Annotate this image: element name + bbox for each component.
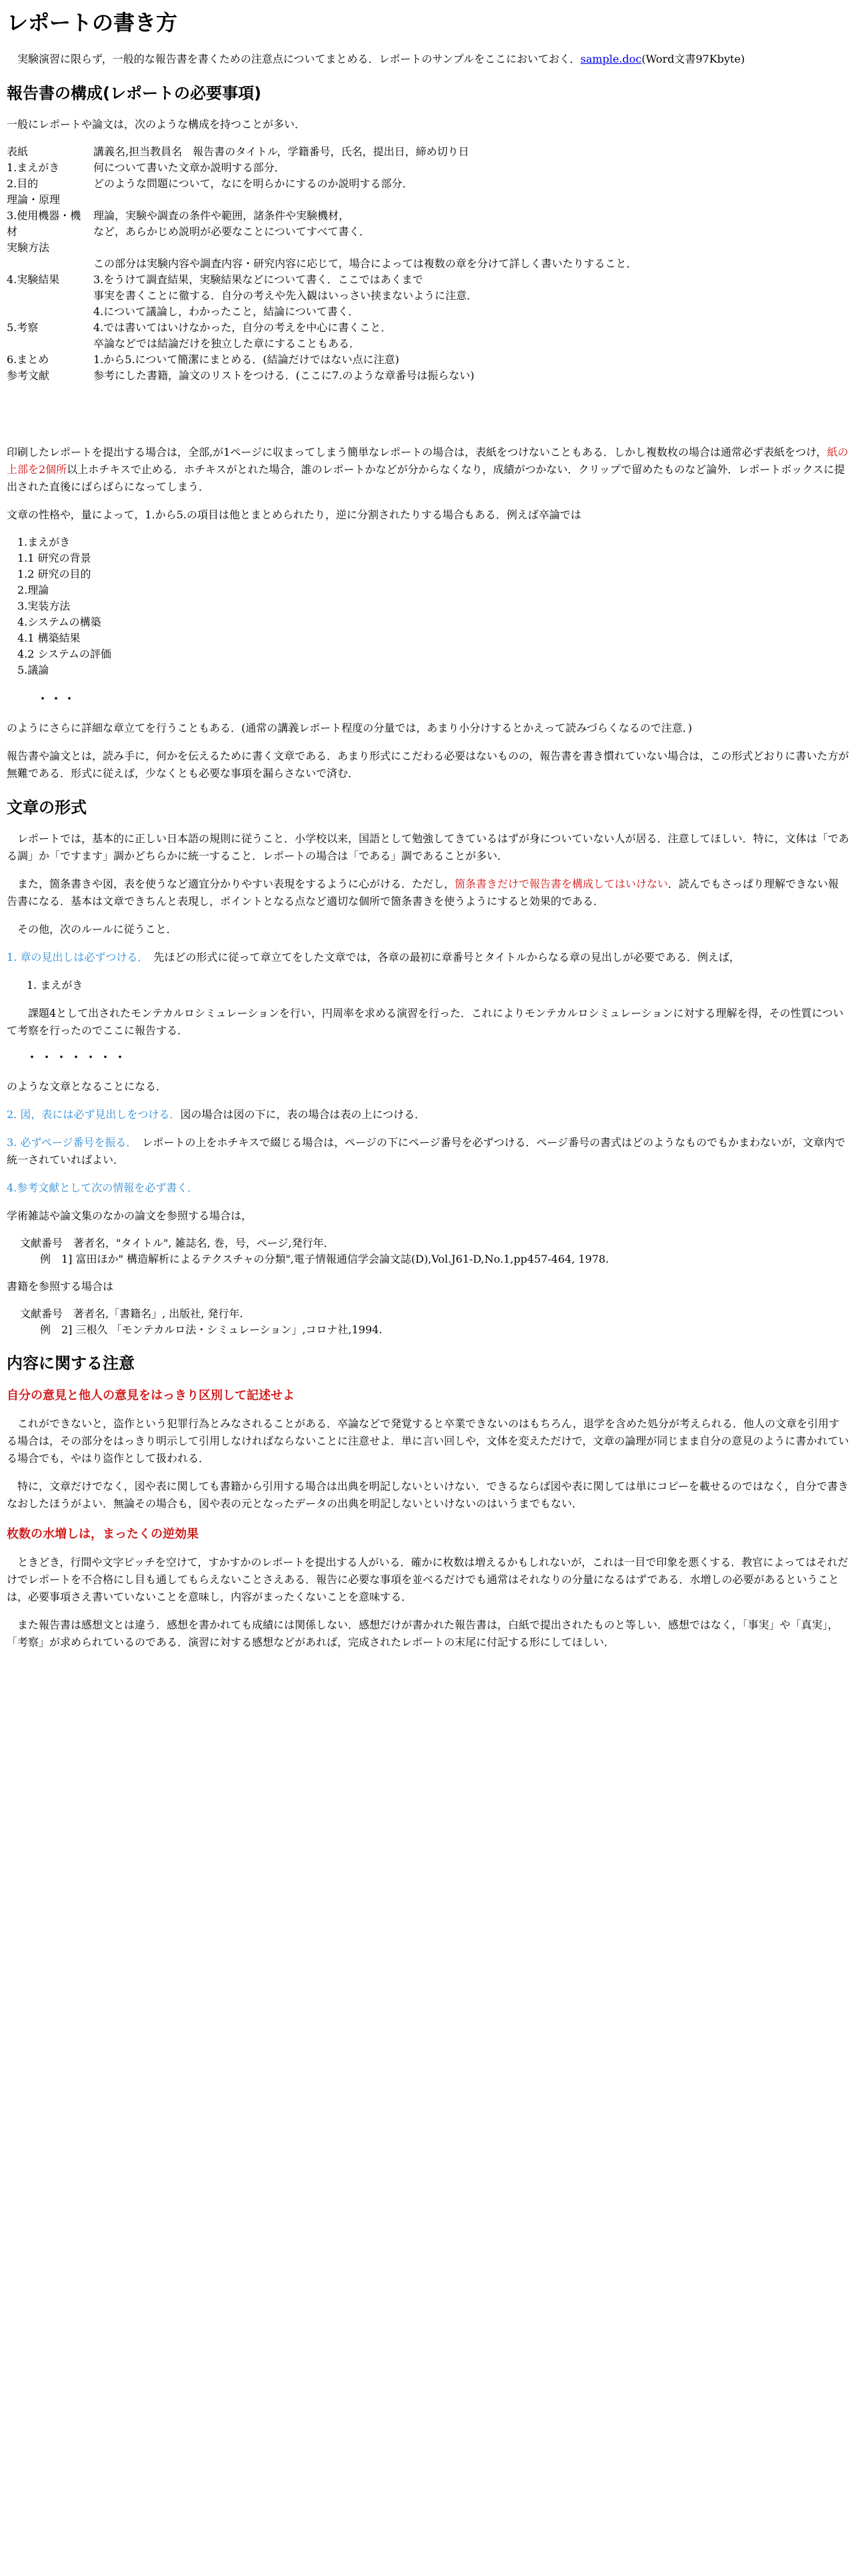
structure-lead: 一般にレポートや論文は，次のような構成を持つことが多い． (7, 118, 306, 131)
list-item: 5.議論 (17, 664, 49, 676)
list-item: 4.2 システムの評価 (17, 648, 111, 660)
intro-text: 実験演習に限らず，一般的な報告書を書くための注意点についてまとめる．レポートのサンプルをここにおいておく． (17, 53, 581, 65)
example-heading: 1. まえがき (27, 979, 83, 991)
structure-description: 4.について議論し，わかったこと，結論について書く． 4.では書いてはいけなかった，自分の考えを中心に書くこと． 卒論などでは結論だけを独立した章にすることもある． (93, 305, 392, 350)
page-title: レポートの書き方 (7, 10, 178, 35)
rule-3 (7, 1134, 849, 1169)
journal-ref-block (7, 1235, 849, 1267)
structure-description: 参考にした書籍，論文のリストをつける．(ここに7.のような章番号は振らない) (93, 369, 475, 382)
bullet-warning-emphasis: 箇条書きだけで報告書を構成してはいけない (455, 878, 669, 890)
structure-label: 参考文献 (7, 369, 50, 382)
rule-2-text: 図の場合は図の下に，表の場合は表の上につける． (180, 1108, 426, 1121)
structure-label: 1.まえがき (7, 161, 60, 174)
section-heading-content: 内容に関する注意 (7, 1354, 135, 1373)
structure-row (7, 144, 640, 160)
structure-description: 講義名,担当教員名 報告書のタイトル，学籍番号，氏名，提出日，締め切り日 (93, 145, 469, 158)
rule-3-text: レポートの上をホチキスで綴じる場合は，ページの下にページ番号を必ずつける．ページ番号の書式はどのようなものでもかまわないが，文章内で統一されていればよい． (7, 1136, 846, 1166)
structure-label: 4.実験結果 (7, 273, 60, 286)
intro-filesize: (Word文書97Kbyte) (641, 53, 745, 65)
structure-label: 理論・原理 3.使用機器・機材 実験方法 (7, 193, 81, 254)
list-item: 1.まえがき (17, 536, 71, 548)
bullet-warning-text: また，箇条書きや図，表を使うなど適宜分かりやすい表現をするように心がける．ただし， (17, 878, 455, 890)
structure-label: 表紙 (7, 145, 29, 158)
book-ref-example: 例 2] 三根久 「モンテカルロ法・シミュレーション」,コロナ社,1994. (40, 1323, 383, 1336)
japanese-rule-paragraph: レポートでは，基本的に正しい日本語の規則に従うこと．小学校以来，国語として勉強してきているはずが身についていない人が居る．注意してほしい．特に，文体は「である調」か「ですます」調かどちらかに統一すること．レポートの場合は「である」調であることが多い． (7, 832, 849, 862)
plagiarism-paragraph-2: 特に，文章だけでなく，図や表に関しても書籍から引用する場合は出典を明記しないといけない．できるならば図や表に関しては単にコピーを載せるのではなく，自分で書きなおしたほうがよい．無論その場合も，図や表の元となったデータの出典を明記しないといけないのはいうまでもない． (7, 1480, 849, 1510)
structure-row (7, 368, 640, 384)
rules-intro: その他，次のルールに従うこと． (17, 923, 177, 936)
example-conclusion: のような文章となることになる． (7, 1080, 167, 1093)
print-note-text: 印刷したレポートを提出する場合は，全部,が1ページに収まってしまう簡単なレポートの場合は，表紙をつけないこともある．しかし複数枚の場合は通常必ず表紙をつけ， (7, 446, 827, 458)
section-heading-structure: 報告書の構成(レポートの必要事項) (7, 84, 261, 103)
journal-ref-format: 文献番号 著者名，"タイトル", 雑誌名, 巻，号，ページ,発行年． (20, 1237, 335, 1249)
print-note-emphasis: 紙の上部を2個所 (7, 446, 849, 476)
structure-table (7, 144, 640, 384)
structure-row (7, 304, 640, 352)
rule-2 (7, 1106, 849, 1123)
print-note-paragraph (7, 444, 849, 496)
bullet-warning-text-2: ．読んでもさっぱり理解できない報告書になる．基本は文章できちんと表現し，ポイントとなる点など適切な個所で箇条書きを使うようにすると効果的である． (7, 878, 839, 908)
section-heading-format: 文章の形式 (7, 798, 87, 817)
subheading-plagiarism: 自分の意見と他人の意見をはっきり区別して記述せよ (7, 1389, 295, 1403)
ellipsis: ・・・ (37, 692, 78, 705)
rule-1 (7, 949, 849, 966)
ellipsis-2: ・・・・・・・ (27, 1051, 130, 1063)
structure-description: この部分は実験内容や調査内容・研究内容に応じて，場合によっては複数の章を分けて詳しく書いたりすること． 3.をうけて調査結果，実験結果などについて書く．ここではあくまで 事実を書くことに徹する．自分の考えや先入観はいっさい挟まないように注意． (93, 257, 637, 302)
list-item: 3.実装方法 (17, 600, 71, 612)
structure-row (7, 192, 640, 256)
structure-label: 2.目的 (7, 177, 39, 190)
plagiarism-paragraph-1: これができないと，盗作という犯罪行為とみなされることがある．卒論などで発覚すると卒業できないのはもちろん，退学を含めた処分が考えられる．他人の文章を引用する場合は，その部分をはっきり明示して引用しなければならないことに注意せよ．単に言い回しや，文体を変えただけで，文章の論理が同じまま自分の意見のように書かれている場合でも，やはり盗作として扱われる． (7, 1417, 849, 1465)
sample-doc-link[interactable]: sample.doc (580, 53, 642, 65)
detail-chapter-paragraph: のようにさらに詳細な章立てを行うこともある．(通常の講義レポート程度の分量では，あまり小分けするとかえって読みづらくなるので注意．) (7, 722, 693, 734)
list-item: 4.1 構築結果 (17, 632, 81, 644)
rule-2-title: 2. 図，表には必ず見出しをつける． (7, 1108, 181, 1121)
page (0, 9, 856, 1651)
subheading-padding: 枚数の水増しは，まったくの逆効果 (7, 1527, 199, 1541)
structure-label: 6.まとめ (7, 353, 49, 366)
book-ref-format: 文献番号 著者名,「書籍名」, 出版社, 発行年. (20, 1307, 243, 1320)
rule-4 (7, 1179, 849, 1197)
rule-3-title: 3. 必ずページ番号を振る． (7, 1136, 132, 1149)
journal-ref-example: 例 1] 富田ほか" 構造解析によるテクスチャの分類",電子情報通信学会論文誌(D),Vol.J61-D,No.1,pp457-464, 1978. (40, 1253, 609, 1265)
structure-row (7, 160, 640, 176)
book-ref-block (7, 1306, 849, 1338)
list-item: 1.2 研究の目的 (17, 568, 91, 580)
report-purpose-paragraph: 報告書や論文とは，読み手に，何かを伝えるために書く文章である．あまり形式にこだわる必要はないものの，報告書を書き慣れていない場合は，この形式どおりに書いた方が無難である．形式に従えば，少なくとも必要な事項を漏らさないで済む． (7, 750, 849, 780)
structure-row (7, 256, 640, 304)
print-note-text-2: 以上ホチキスで止める．ホチキスがとれた場合，誰のレポートかなどが分からなくなり，成績がつかない．クリップで留めたものなど論外．レポートボックスに提出された直後にばらばらになってしまう． (7, 463, 845, 493)
structure-description: 理論，実験や調査の条件や範囲，諸条件や実験機材， など，あらかじめ説明が必要なことについてすべて書く． (93, 209, 371, 238)
structure-description: どのような問題について，なにを明らかにするのか説明する部分． (93, 177, 413, 190)
list-item: 4.システムの構築 (17, 616, 101, 628)
structure-row (7, 176, 640, 192)
structure-label: 5.考察 (7, 321, 39, 334)
padding-paragraph-1: ときどき，行間や文字ピッチを空けて，すかすかのレポートを提出する人がいる．確かに枚数は増えるかもしれないが，これは一目で印象を悪くする．教官によってはそれだけでレポートを不合格にし目も通してもらえないことさえある．報告に必要な事項を並べるだけでも通常はそれなりの分量になるはずである．水増しの必要があるということは，必要事項さえ書いていないことを意味し，内容がまったくないことを意味する． (7, 1556, 849, 1603)
intro-paragraph (7, 51, 849, 68)
rule-4-title: 4.参考文献として次の情報を必ず書く． (7, 1181, 198, 1194)
example-body: 課題4として出されたモンテカルロシミュレーションを行い，円周率を求める演習を行った．これによりモンテカルロシミュレーションに対する理解を得，その性質について考察を行ったのでここに報告する． (7, 1007, 844, 1037)
rule-1-title: 1. 章の見出しは必ずつける． (7, 951, 143, 964)
rule-1-text: 先ほどの形式に従って章立てをした文章では，各章の最初に章番号とタイトルからなる章の見出しが必要である．例えば， (153, 951, 741, 964)
bullet-warning-paragraph (7, 876, 849, 910)
structure-description: 何について書いた文章か説明する部分． (93, 161, 285, 174)
thesis-chapter-list (7, 534, 849, 678)
padding-paragraph-2: また報告書は感想文とは違う．感想を書かれても成績には関係しない．感想だけが書かれた報告書は，白紙で提出されたものと等しい．感想ではなく，「事実」や「真実」，「考察」が求められているのである．演習に対する感想などがあれば，完成されたレポートの末尾に付記する形にしてほしい． (7, 1618, 839, 1648)
list-item: 2.理論 (17, 584, 49, 596)
structure-description: 1.から5.について簡潔にまとめる．(結論だけではない点に注意) (93, 353, 399, 366)
structure-row (7, 352, 640, 368)
chapter-split-paragraph: 文章の性格や，量によって，1.から5.の項目は他とまとめられたり，逆に分割されたりする場合もある．例えば卒論では (7, 508, 581, 521)
journal-ref-intro: 学術雑誌や論文集のなかの論文を参照する場合は， (7, 1209, 253, 1222)
book-ref-intro: 書籍を参照する場合は (7, 1280, 114, 1293)
list-item: 1.1 研究の背景 (17, 552, 91, 564)
